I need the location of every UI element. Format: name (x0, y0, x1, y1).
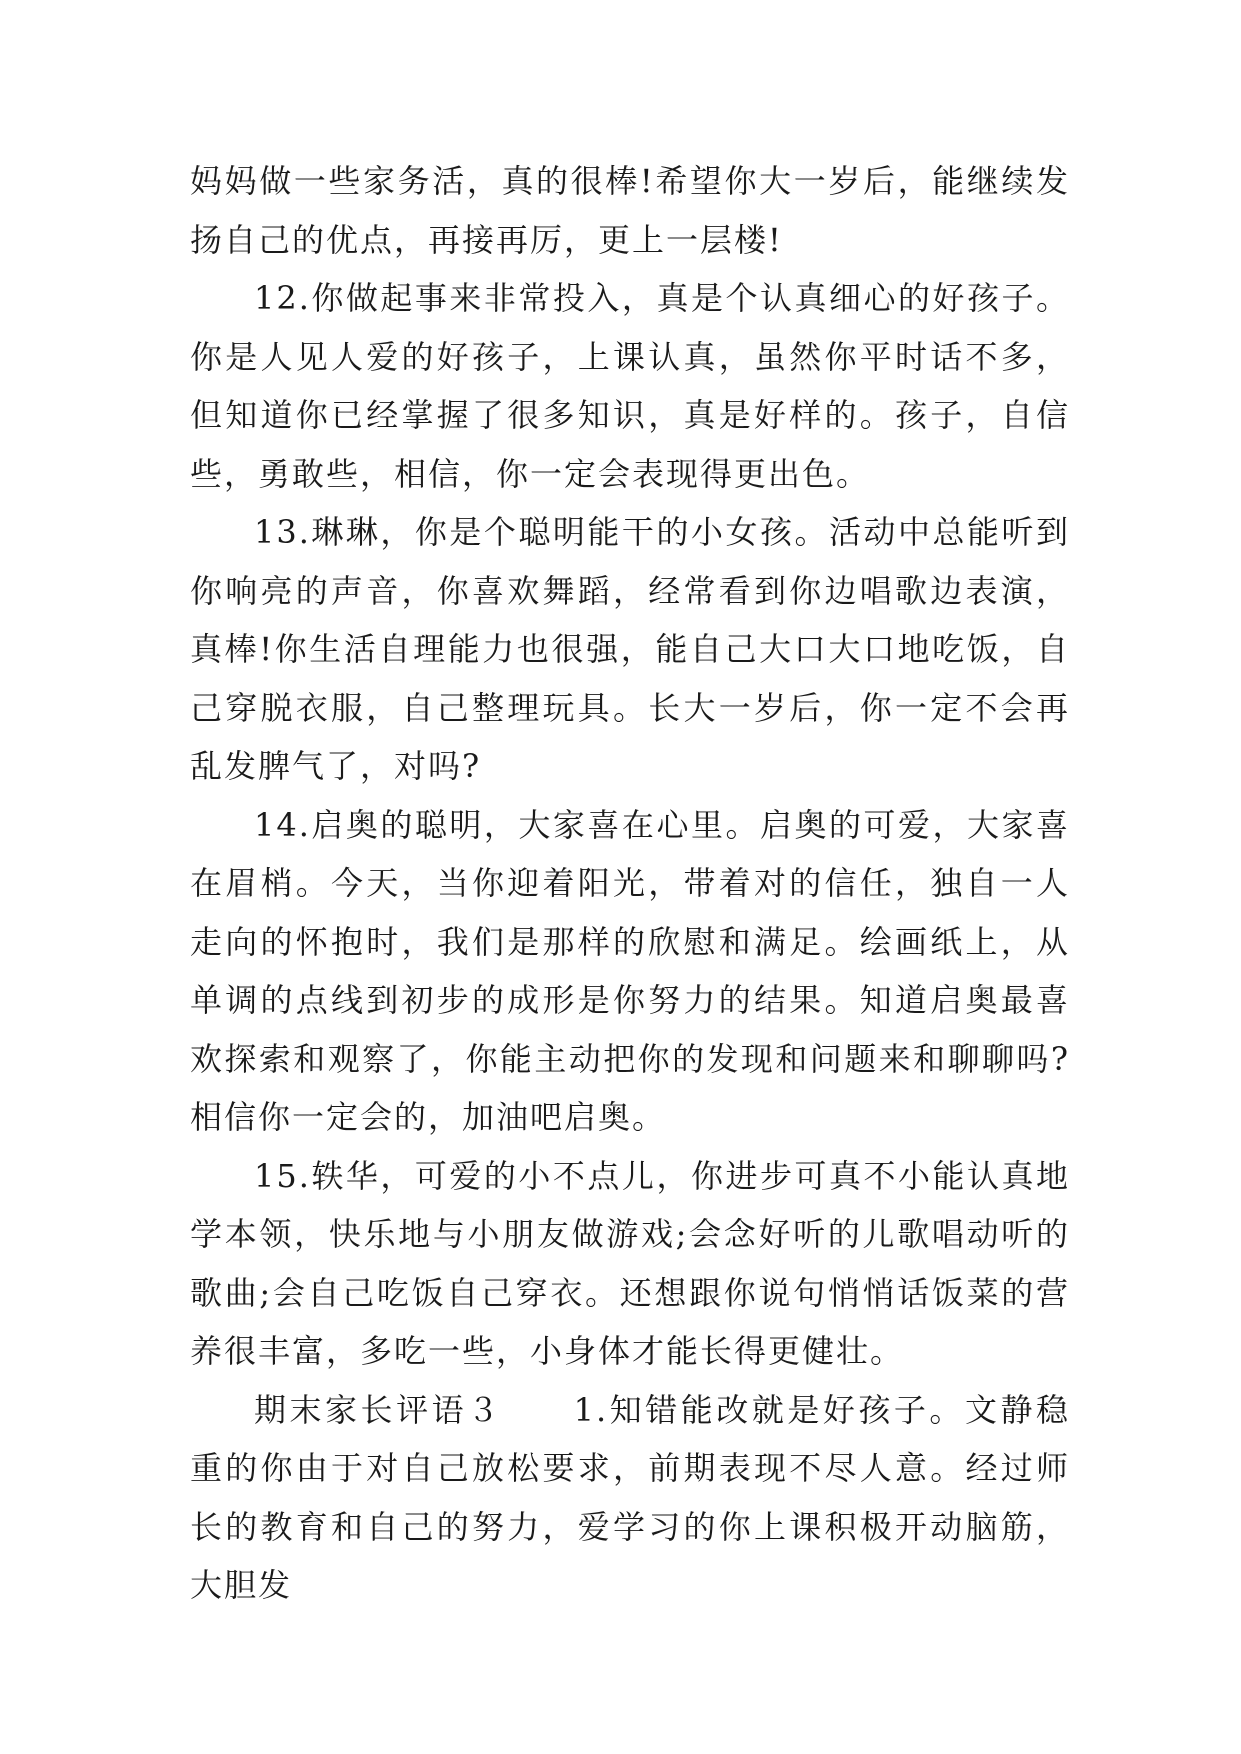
paragraph-comment-12: 12.你做起事来非常投入，真是个认真细心的好孩子。你是人见人爱的好孩子，上课认真，虽然你平时话不多，但知道你已经掌握了很多知识，真是好样的。孩子，自信些，勇敢些，相信，你一定会表现得更出色。 (190, 279, 1070, 493)
paragraph-section-3: 期末家长评语３ 1.知错能改就是好孩子。文静稳重的你由于对自己放松要求，前期表现不尽人意。经过师长的教育和自己的努力，爱学习的你上课积极开动脑筋，大胆发 (190, 1390, 1070, 1604)
document-body (190, 152, 1070, 1615)
paragraph-comment-15: 15.轶华，可爱的小不点儿，你进步可真不小能认真地学本领，快乐地与小朋友做游戏;会念好听的儿歌唱动听的歌曲;会自己吃饭自己穿衣。还想跟你说句悄悄话饭菜的营养很丰富，多吃一些，小身体才能长得更健壮。 (190, 1156, 1070, 1370)
paragraph-continuation: 妈妈做一些家务活，真的很棒!希望你大一岁后，能继续发扬自己的优点，再接再厉，更上一层楼! (190, 162, 1070, 259)
paragraph-comment-13: 13.琳琳，你是个聪明能干的小女孩。活动中总能听到你响亮的声音，你喜欢舞蹈，经常看到你边唱歌边表演，真棒!你生活自理能力也很强，能自己大口大口地吃饭，自己穿脱衣服，自己整理玩具。长大一岁后，你一定不会再乱发脾气了，对吗? (190, 513, 1070, 785)
paragraph-comment-14: 14.启奥的聪明，大家喜在心里。启奥的可爱，大家喜在眉梢。今天，当你迎着阳光，带着对的信任，独自一人走向的怀抱时，我们是那样的欣慰和满足。绘画纸上，从单调的点线到初步的成形是你努力的结果。知道启奥最喜欢探索和观察了，你能主动把你的发现和问题来和聊聊吗?相信你一定会的，加油吧启奥。 (190, 805, 1070, 1136)
